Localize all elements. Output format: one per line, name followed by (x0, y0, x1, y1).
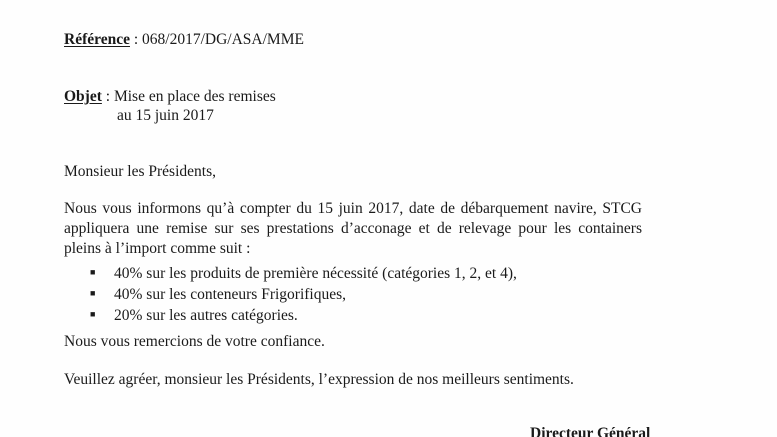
objet-label: Objet (64, 88, 102, 105)
list-item-text: 40% sur les produits de première nécessité (catégories 1, 2, et 4), (114, 265, 517, 282)
list-item-text: 20% sur les autres catégories. (114, 307, 298, 324)
list-item-text: 40% sur les conteneurs Frigorifiques, (114, 286, 347, 303)
reference-label: Référence (64, 31, 130, 48)
thanks-text: Nous vous remercions de votre confiance. (64, 333, 325, 350)
objet-text-line1: : Mise en place des remises (101, 88, 276, 105)
bullet-square-icon: ■ (90, 309, 96, 319)
body-paragraph: Nous vous informons qu’à compter du 15 juin 2017, date de débarquement navire, STCG appliquera une remise sur ses prestations d’acconage et de relevage pour les containers pleins à l’import comme suit : (64, 200, 642, 257)
bullet-square-icon: ■ (90, 267, 96, 277)
list-item (90, 308, 298, 324)
salutation: Monsieur les Présidents, (64, 163, 216, 180)
signature-title: Directeur Général (530, 425, 651, 437)
objet-line (64, 89, 276, 105)
list-item (90, 287, 346, 303)
bullet-square-icon: ■ (90, 288, 96, 298)
closing-text: Veuillez agréer, monsieur les Présidents, l’expression de nos meilleurs sentiments. (64, 371, 574, 388)
reference-line (64, 32, 304, 48)
objet-text-line2: au 15 juin 2017 (117, 107, 214, 124)
reference-value: : 068/2017/DG/ASA/MME (129, 31, 304, 48)
list-item (90, 266, 517, 282)
